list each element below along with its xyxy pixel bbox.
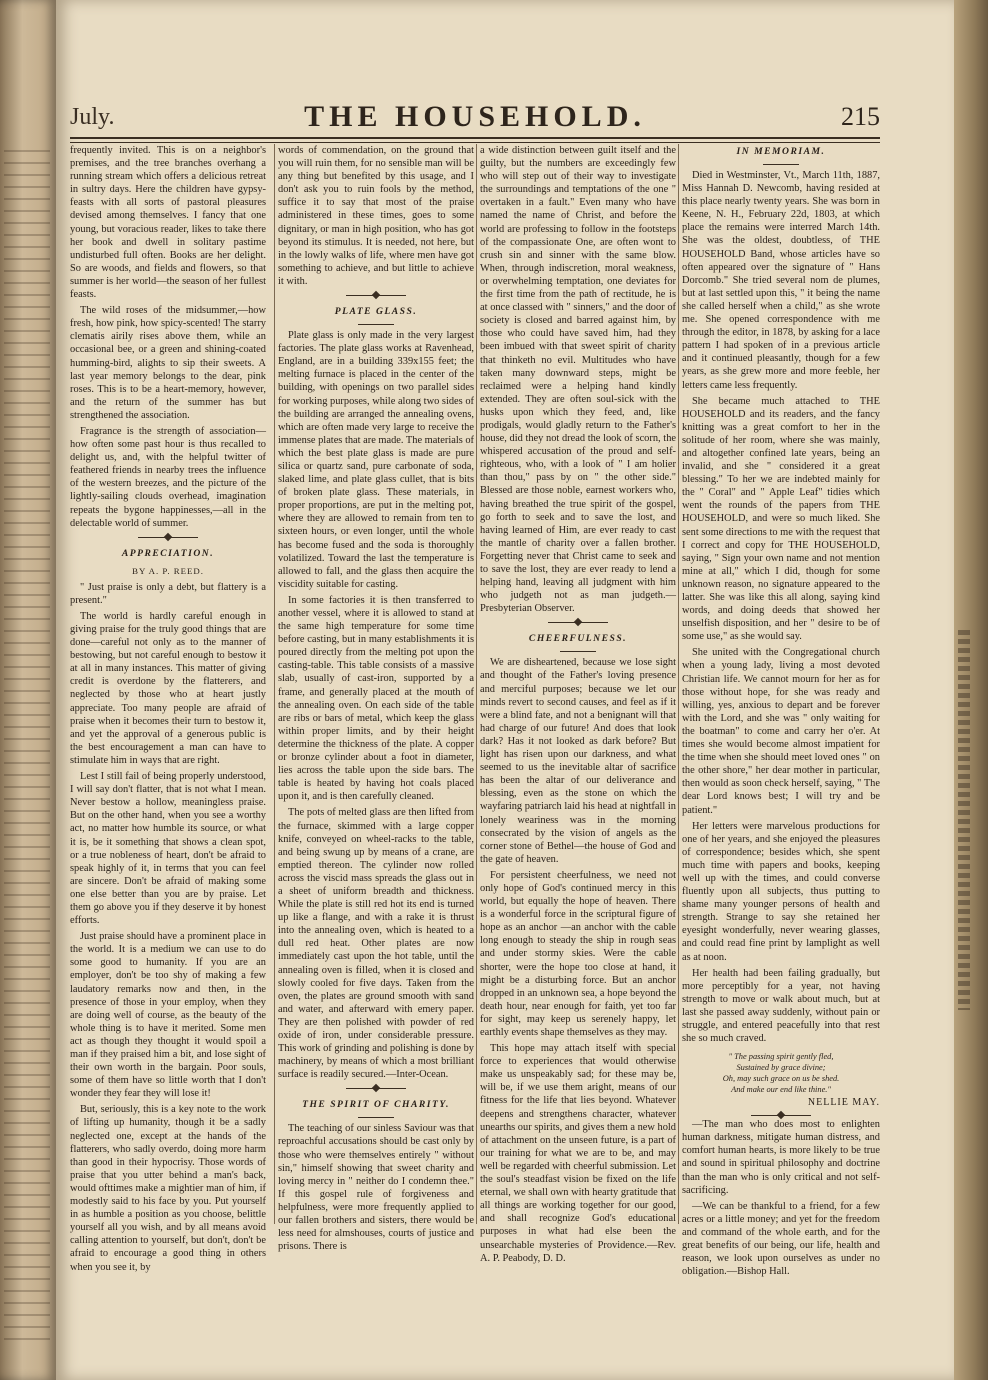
library-stamp [958, 630, 970, 1010]
column-4 [682, 144, 880, 1278]
column-2 [278, 144, 475, 1253]
paragraph: In some factories it is then transferred to another vessel, where it is allowed to stand at the same high temperature for some time before casting, but in many establishments it is poured directly from the melting pot upon the casting-table. This table consists of a massive slab, usually of cast-iron, supported by a frame, and generally placed at the mouth of the annealing oven. On each side of the table are ribs or bars of metal, which keep the glass within proper limits, and by their height determine the thickness of the plate. A copper or bronze cylinder about a foot in diameter, lies across the table upon the side bars. The table is heated by having hot coals placed upon it, and is then carefully cleaned. [278, 594, 474, 803]
verse-line: And make our end like thine." [731, 1085, 831, 1095]
column-divider [678, 144, 679, 1224]
article-heading-appreciation: APPRECIATION. [121, 547, 215, 559]
article-heading-plate-glass: PLATE GLASS. [334, 306, 418, 318]
section-ornament [346, 292, 406, 298]
paragraph: words of commendation, on the ground that you will ruin them, for no sensible man will be any thing but benefited by this usage, and I don't ask you to ruin fools by the method, suffice it to say that most of the praise administered in these times, goes to some dignitary, or man in high position, who has got beyond its stimulus. It is needed, not here, but in the lowly walks of life, where men have got something to achieve, and but little to achieve it with. [278, 145, 474, 287]
paragraph: But, seriously, this is a key note to the work of lifting up humanity, though it be a sadly neglected one, except at the hands of the flatterers, who sadly overdo, doing more harm than good in their hypocrisy. Those words of praise that you utter behind a man's back, would ofttimes make a mightier man of him, if modestly said to his face by you. Put yourself in as humble a position as you choose, belittle yourself all you wish, and by all means avoid calling attention to yourself, but don't, don't be afraid to encourage a good thing in others when you see it, by [70, 1104, 266, 1273]
previous-page-edge [0, 0, 58, 1380]
article-heading-in-memoriam: IN MEMORIAM. [736, 146, 826, 157]
masthead [70, 100, 880, 134]
masthead-rule [70, 137, 880, 143]
article-byline: BY A. P. REED. [132, 565, 204, 576]
paragraph: The world is hardly careful enough in giving praise for the truly good things that are done—careful not only as to the manner of bestowing, but not careful enough to bestow it at all in many instances. This matter of giving credit is overdone by the flatterers, and neglected by those who at heart justly appreciate. Too many people are afraid of praise when it becomes their turn to bestow it, and yet the approval of a generous public is the best encouragement a man can have to stimulate him in ways that are right. [70, 610, 266, 766]
verse-line: Oh, may such grace on us be shed. [722, 1074, 840, 1084]
article-heading-spirit-of-charity: THE SPIRIT OF CHARITY. [302, 1099, 450, 1111]
heading-rule [358, 1117, 394, 1118]
heading-rule [358, 324, 394, 325]
paragraph: The pots of melted glass are then lifted from the furnace, skimmed with a large copper knife, conveyed on wheel-racks to the table, and being swung up by means of a crane, are emptied thereon. The cylinder now rolled across the viscid mass spreads the glass out in a sheet of uniform breadth and thickness. While the plate is still red hot its end is turned up like a flange, and with a rake it is thrust into the annealing oven, which is heated to a dull red heat. Other plates are now immediately cast upon the hot table, until the annealing oven is filled, when it is closed and slowly cooled for five days. Taken from the oven, the plates are ground smooth with sand and water, and afterward with emery paper. They are then polished with powder of red oxide of iron, under considerable pressure. This work of grinding and polishing is done by machinery, by means of which a most brilliant surface is readily secured.—Inter-Ocean. [278, 807, 474, 1081]
paragraph: Died in Westminster, Vt., March 11th, 1887, Miss Hannah D. Newcomb, having resided at this place nearly twenty years. She was born in Keene, N. H., February 22d, 1803, at which place the remains were interred March 14th. She was the oldest, doubtless, of THE HOUSEHOLD Band, whose articles have so often appeared over the signature of " Hans Dorcomb." She tried several nom de plumes, but at last settled upon this, " it being the name she called herself when a child," as she wrote me. She opened correspondence with me through the editor, in 1878, by asking for a lace pattern I had spoken of in a previous article and it continued pleasantly, though for a few years, as she grew more and more feeble, her letters came less frequently. [682, 170, 880, 391]
heading-rule [763, 164, 799, 165]
verse-line: " The passing spirit gently fled, [728, 1052, 834, 1062]
previous-page-text-fragment [4, 150, 50, 1340]
binding-edge [954, 0, 988, 1380]
column-divider [476, 144, 477, 1224]
paragraph: Just praise should have a prominent place in the world. It is a medium we can use to do some good to humanity. If you are an employer, don't be too shy of making a few laudatory remarks now and then, in the presence of those in your employ, when they are doing well of course, as the beauty of the whole thing is to have it merited. Some men act as though they thought it would spoil a man if they praised him a bit, and lose sight of their own worth in the bargain. Poor souls, some of them have so little worth that I don't wonder they fear they will lose it! [70, 931, 266, 1100]
paragraph: —We can be thankful to a friend, for a few acres or a little money; and yet for the freedom and command of the whole earth, and for the great benefits of our being, our life, health and reason, we look upon ourselves as under no obligation.—Bishop Hall. [682, 1200, 880, 1278]
paragraph: For persistent cheerfulness, we need not only hope of God's continued mercy in this world, but equally the hope of heaven. There is a wonderful force in the scriptural figure of hope as an anchor —an anchor with the cable long enough to steady the ship in rough seas and under stormy skies. Were the cable shorter, were the hope too close at hand, it might be a disturbing force. But an anchor dropped in an unknown sea, a hope beyond the death hour, near enough for faith, yet too far for sight, may keep us serenely happy, let earthly events shape themselves as they may. [480, 869, 676, 1038]
heading-rule [560, 651, 596, 652]
column-3 [480, 144, 676, 1264]
paragraph: She united with the Congregational church when a young lady, living a most devoted Christian life. We cannot mourn for her as for those without hope, for she was ready and willing, yes, anxious to depart and be forever with the Lord, and she was " only waiting for the boatman" to come and carry her o'er. At times she would become almost impatient for the time when she should meet loved ones " on the other shore," her dear mother in particular, then would as soon check herself, saying, " The dear Lord knows best; I will try and be patient." [682, 647, 880, 816]
page-number: 215 [841, 102, 880, 131]
issue-month: July. [70, 104, 115, 130]
paragraph: We are disheartened, because we lose sight and thought of the Father's loving presence and merciful purposes; because we let our minds revert to second causes, and feel as if it were a blind fate, and not a benignant will that had charge of our future! And does that look dark? Has it not looked as dark before? But light has risen upon our darkness, and what seemed to us the inevitable altar of sacrifice has been the altar of our deliverance and blessing, even as the stone on which the wayfaring patriarch laid his head at nightfall in lonely weariness was in the morning consecrated by the vision of angels as the corner stone of Bethel—the house of God and the gate of heaven. [480, 657, 676, 865]
paragraph: This hope may attach itself with special force to experiences that would otherwise make us unspeakably sad; for these may be, will be, if we use them aright, means of our fitness for the life that lies beyond. Whatever deepens and strengthens character, whatever unearths our spirits, and gives them a new hold of attachment on the unseen future, is a part of our training for what we are to be, and may well be regarded with cheerful submission. Let the soul's steadfast vision be fixed on the life eternal, we shall own with hearty gratitude that all things are working together for our good, and shall recognize God's educational purposes in what had else been the unsearchable mysteries of Providence.—Rev. A. P. Peabody, D. D. [480, 1043, 676, 1264]
article-heading-cheerfulness: CHEERFULNESS. [528, 633, 628, 645]
section-ornament [548, 619, 608, 625]
paragraph: The wild roses of the midsummer,—how fresh, how pink, how spicy-scented! The starry clematis airily rises above them, while an occasional bee, or a green and shining-coated humming-bird, alights to sip their sweets. A last year memory belongs to the dear, pink roses. This is to be a heart-memory, however, and the return of the summer has but strengthened the association. [70, 305, 266, 421]
paragraph: The teaching of our sinless Saviour was that reproachful accusations should be cast only by those who were themselves entirely " without sin," himself showing that sweet charity and loving mercy in " neither do I condemn thee." If this gospel rule of forgiveness and helpfulness, were more frequently applied to our fallen brothers and sisters, there would be less need for almshouses, courts of justice and prisons. There is [278, 1123, 474, 1253]
paragraph: a wide distinction between guilt itself and the guilty, but the numbers are exceedingly few who will step out of their way to investigate the surroundings and temptations of the one " overtaken in a fault." Even many who have named the name of Christ, and before the world are professing to follow in the footsteps of the compassionate One, are often wont to crush sin and sinner with the same blow. When, through indiscretion, moral weakness, or overwhelming temptation, one deviates for the first time from the path of rectitude, he is at once classed with " sinners," and the door of society is closed and barred against him, by those who could have saved him, had they been imbued with that sweet spirit of charity that thinketh no evil. Multitudes who have taken many downward steps, might be reclaimed were a helping hand kindly extended. They are often soul-sick with the husks upon which they feed, and, like prodigals, would gladly return to the Father's house, did they not dread the look of scorn, the whispered accusation of the proud and self-righteous, who, with a look of " I am holier than thou," pass by on " the other side." Blessed are those noble, earnest workers who, having breathed the true spirit of the gospel, go forth to seek and to save the lost, and having learned of Him, are ever ready to cast the mantle of charity over a fallen brother. Forgetting never that Christ came to seek and to save the lost, they are ever ready to lend a helping hand, leaving all judgment with him who judgeth not as man judgeth.—Presbyterian Observer. [480, 145, 676, 615]
author-signature: NELLIE MAY. [807, 1097, 880, 1109]
paragraph: —The man who does most to enlighten human darkness, mitigate human distress, and comfort human hearts, is more likely to be true and sound in spiritual philosophy and doctrine than the man who is only critical and not self-sacrificing. [682, 1119, 880, 1196]
paragraph: Lest I still fail of being properly understood, I will say don't flatter, that is not what I mean. Never bestow a hollow, meaningless praise. But on the other hand, when you see a worthy act, no matter how humble its source, or what it is, be it something that shows a clean spot, or a true nobleness of heart, don't be afraid to speak highly of it, in terms that you can feel are sincere. Don't be afraid of making some one else better than you are by praise. Let them go above you if they deserve it by honest efforts. [70, 771, 266, 927]
epigraph: " Just praise is only a debt, but flattery is a present." [70, 581, 266, 606]
column-divider [274, 144, 275, 1224]
section-ornament [138, 534, 198, 540]
paragraph: She became much attached to THE HOUSEHOLD and its readers, and the fancy knitting was a great comfort to her in the solitude of her room, where she was mainly, and altogether confined late years, being an invalid, and she " considered it a great blessing." To her we are indebted mainly for the " Coral" and " Apple Leaf" tidies which went the rounds of the papers from THE HOUSEHOLD, and were so much liked. She sent some directions to me with the request that I correct and copy for THE HOUSEHOLD, saying, " Sign your own name and not mention mine at all," which I did, though for some unknown reason, no signature appeared to the latter. She was like this all along, saying kind words, and doing deeds that showed her unselfish disposition, and her " desire to be of some use," as she would say. [682, 395, 880, 643]
paragraph: Her health had been failing gradually, but more perceptibly for a year, not having strength to move or walk about much, but at last she passed away suddenly, without pain or struggle, and entered peacefully into that rest she so much craved. [682, 967, 880, 1045]
section-ornament [346, 1085, 406, 1091]
paragraph: Her letters were marvelous productions for one of her years, and she enjoyed the pleasures of correspondence; besides which, she spent much time with papers and books, keeping well up with the times, and could converse fluently upon all subjects, thus putting to shame many younger persons of health and strength. Strange to say she retained her eyesight wonderfully, never wearing glasses, and could read fine print by lamplight as well as at noon. [682, 820, 880, 963]
verse-line: Sustained by grace divine; [736, 1063, 826, 1073]
section-ornament [751, 1112, 811, 1118]
column-1 [70, 144, 266, 1273]
paragraph: Plate glass is only made in the very largest factories. The plate glass works at Ravenhead, England, are in a building 339x155 feet; the melting furnace is placed in the center of the building, with openings on two parallel sides for working purposes, while along two sides of the building are arranged the annealing ovens, which are often made very large to receive the immense plates that are made. The materials of which the best plate glass is made are pure silica or quartz sand, pure carbonate of soda, slaked lime, and plate glass cullet, that is bits of broken plate glass. These materials, in proper proportions, are put in the melting pot, where they are allowed to remain from ten to sixteen hours, or even longer, until the whole has become fused and the soda is thoroughly volatilized. Toward the last the temperature is allowed to fall, and the glass then acquire the viscidity suitable for casting. [278, 330, 475, 590]
newspaper-page [56, 0, 954, 1380]
paragraph: Fragrance is the strength of association—how often some past hour is thus recalled to delight us, and, with the helpful twitter of feathered friends in nearby trees the influence of the western breezes, and the picture of the lightly-sailing clouds overhead, imagination repeats the bygone happinesses,—all in the delectable world of summer. [70, 425, 266, 529]
memorial-verse [682, 1051, 880, 1095]
publication-title: THE HOUSEHOLD. [304, 100, 646, 133]
paragraph: frequently invited. This is on a neighbor's premises, and the tree branches overhang a running stream which offers a delicious retreat in sultry days. Here the children have gypsy-feasts with all sorts of pastoral pleasures devised among themselves. I fancy that one young, but voracious reader, likes to take there her book and dwell in solitary pastime undisturbed full often. Books are her delight. So are woods, and fields and flowers, so that summer is her world—the season of her fullest feasts. [70, 145, 266, 301]
